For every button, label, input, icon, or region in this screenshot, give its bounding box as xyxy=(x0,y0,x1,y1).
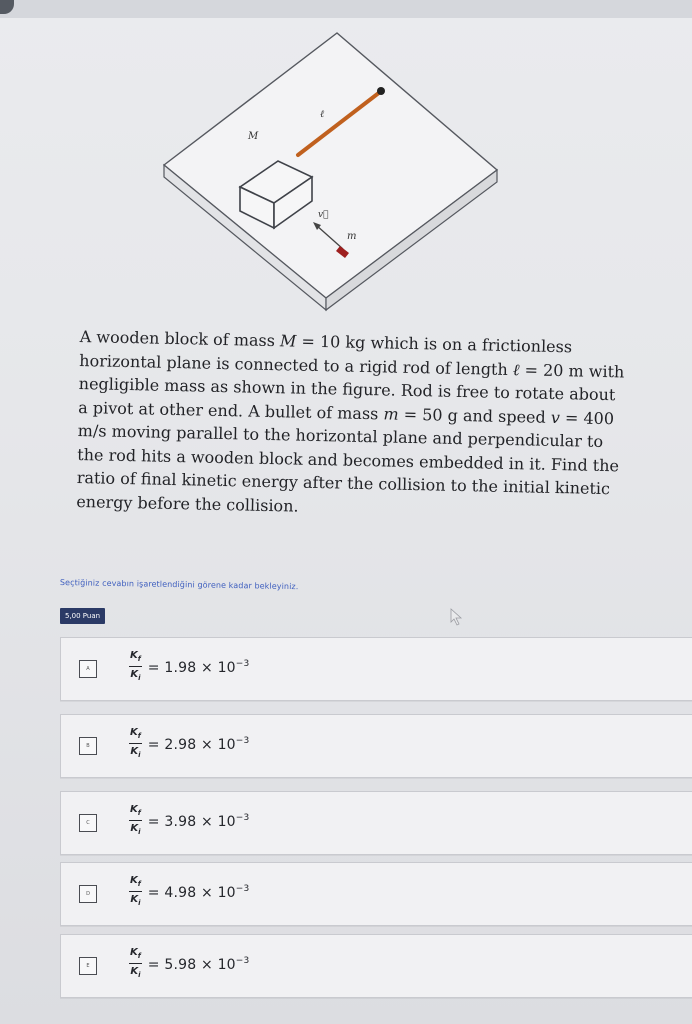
option-formula xyxy=(129,804,249,838)
answer-option-d[interactable] xyxy=(60,862,692,926)
label-rod-length: ℓ xyxy=(320,109,325,120)
top-strip xyxy=(0,0,692,18)
label-mass-block: M xyxy=(248,131,259,142)
option-formula xyxy=(129,875,249,909)
question-text-segment: = 50 g and speed xyxy=(398,404,552,427)
question-text xyxy=(76,325,630,524)
option-value: = $5.98 \times 10^{-3}$ xyxy=(147,955,250,973)
question-variable: ℓ xyxy=(512,359,520,379)
fraction-kf-ki: $\frac{K_f}{K_i}$ xyxy=(130,727,141,759)
label-velocity: v⃗ xyxy=(318,210,329,220)
option-radio-e[interactable]: E xyxy=(79,957,97,975)
answer-option-a[interactable] xyxy=(60,637,692,701)
answer-option-c[interactable] xyxy=(60,791,692,855)
question-variable: v xyxy=(550,407,561,427)
option-radio-b[interactable]: B xyxy=(79,737,97,755)
fraction-kf-ki: $\frac{K_f}{K_i}$ xyxy=(130,947,141,979)
option-value: = $3.98 \times 10^{-3}$ xyxy=(147,812,250,830)
answer-option-b[interactable] xyxy=(60,714,692,778)
option-formula xyxy=(129,650,249,684)
question-text-segment: = 400 m/s moving parallel to the horizontal plane and perpendicular to the rod hits a wooden block and becomes embedded in it. Find the ratio of final kinetic energy after the collision to the initial kinetic energy before the collision. xyxy=(76,407,620,516)
option-radio-d[interactable]: D xyxy=(79,885,97,903)
option-formula xyxy=(129,727,249,761)
wait-hint: Seçtiğiniz cevabın işaretlendiğini görene kadar bekleyiniz. xyxy=(59,578,299,592)
window-corner-icon xyxy=(0,0,14,14)
option-value: = $4.98 \times 10^{-3}$ xyxy=(147,883,250,901)
question-text-segment: = 10 kg which is on a frictionless horizontal plane is connected to a rigid rod of length xyxy=(79,331,573,379)
option-radio-c[interactable]: C xyxy=(79,814,97,832)
pivot xyxy=(377,87,385,95)
mouse-cursor-icon xyxy=(450,608,464,626)
question-text-segment: = 20 m with negligible mass as shown in the figure. Rod is free to rotate about a pivot at other end. A bullet of mass xyxy=(78,359,625,423)
question-variable: M xyxy=(279,331,297,351)
option-value: = $1.98 \times 10^{-3}$ xyxy=(147,658,250,676)
option-formula xyxy=(129,947,249,981)
fraction-kf-ki: $\frac{K_f}{K_i}$ xyxy=(130,650,141,682)
question-text-segment: A wooden block of mass xyxy=(79,326,281,351)
option-radio-a[interactable]: A xyxy=(79,660,97,678)
physics-figure xyxy=(150,25,520,325)
points-badge: 5,00 Puan xyxy=(60,608,105,624)
option-value: = $2.98 \times 10^{-3}$ xyxy=(147,735,250,753)
fraction-kf-ki: $\frac{K_f}{K_i}$ xyxy=(130,804,141,836)
plane-top xyxy=(164,33,497,298)
answer-option-e[interactable] xyxy=(60,934,692,998)
label-mass-bullet: m xyxy=(347,231,357,242)
question-variable: m xyxy=(383,403,399,424)
fraction-kf-ki: $\frac{K_f}{K_i}$ xyxy=(130,875,141,907)
